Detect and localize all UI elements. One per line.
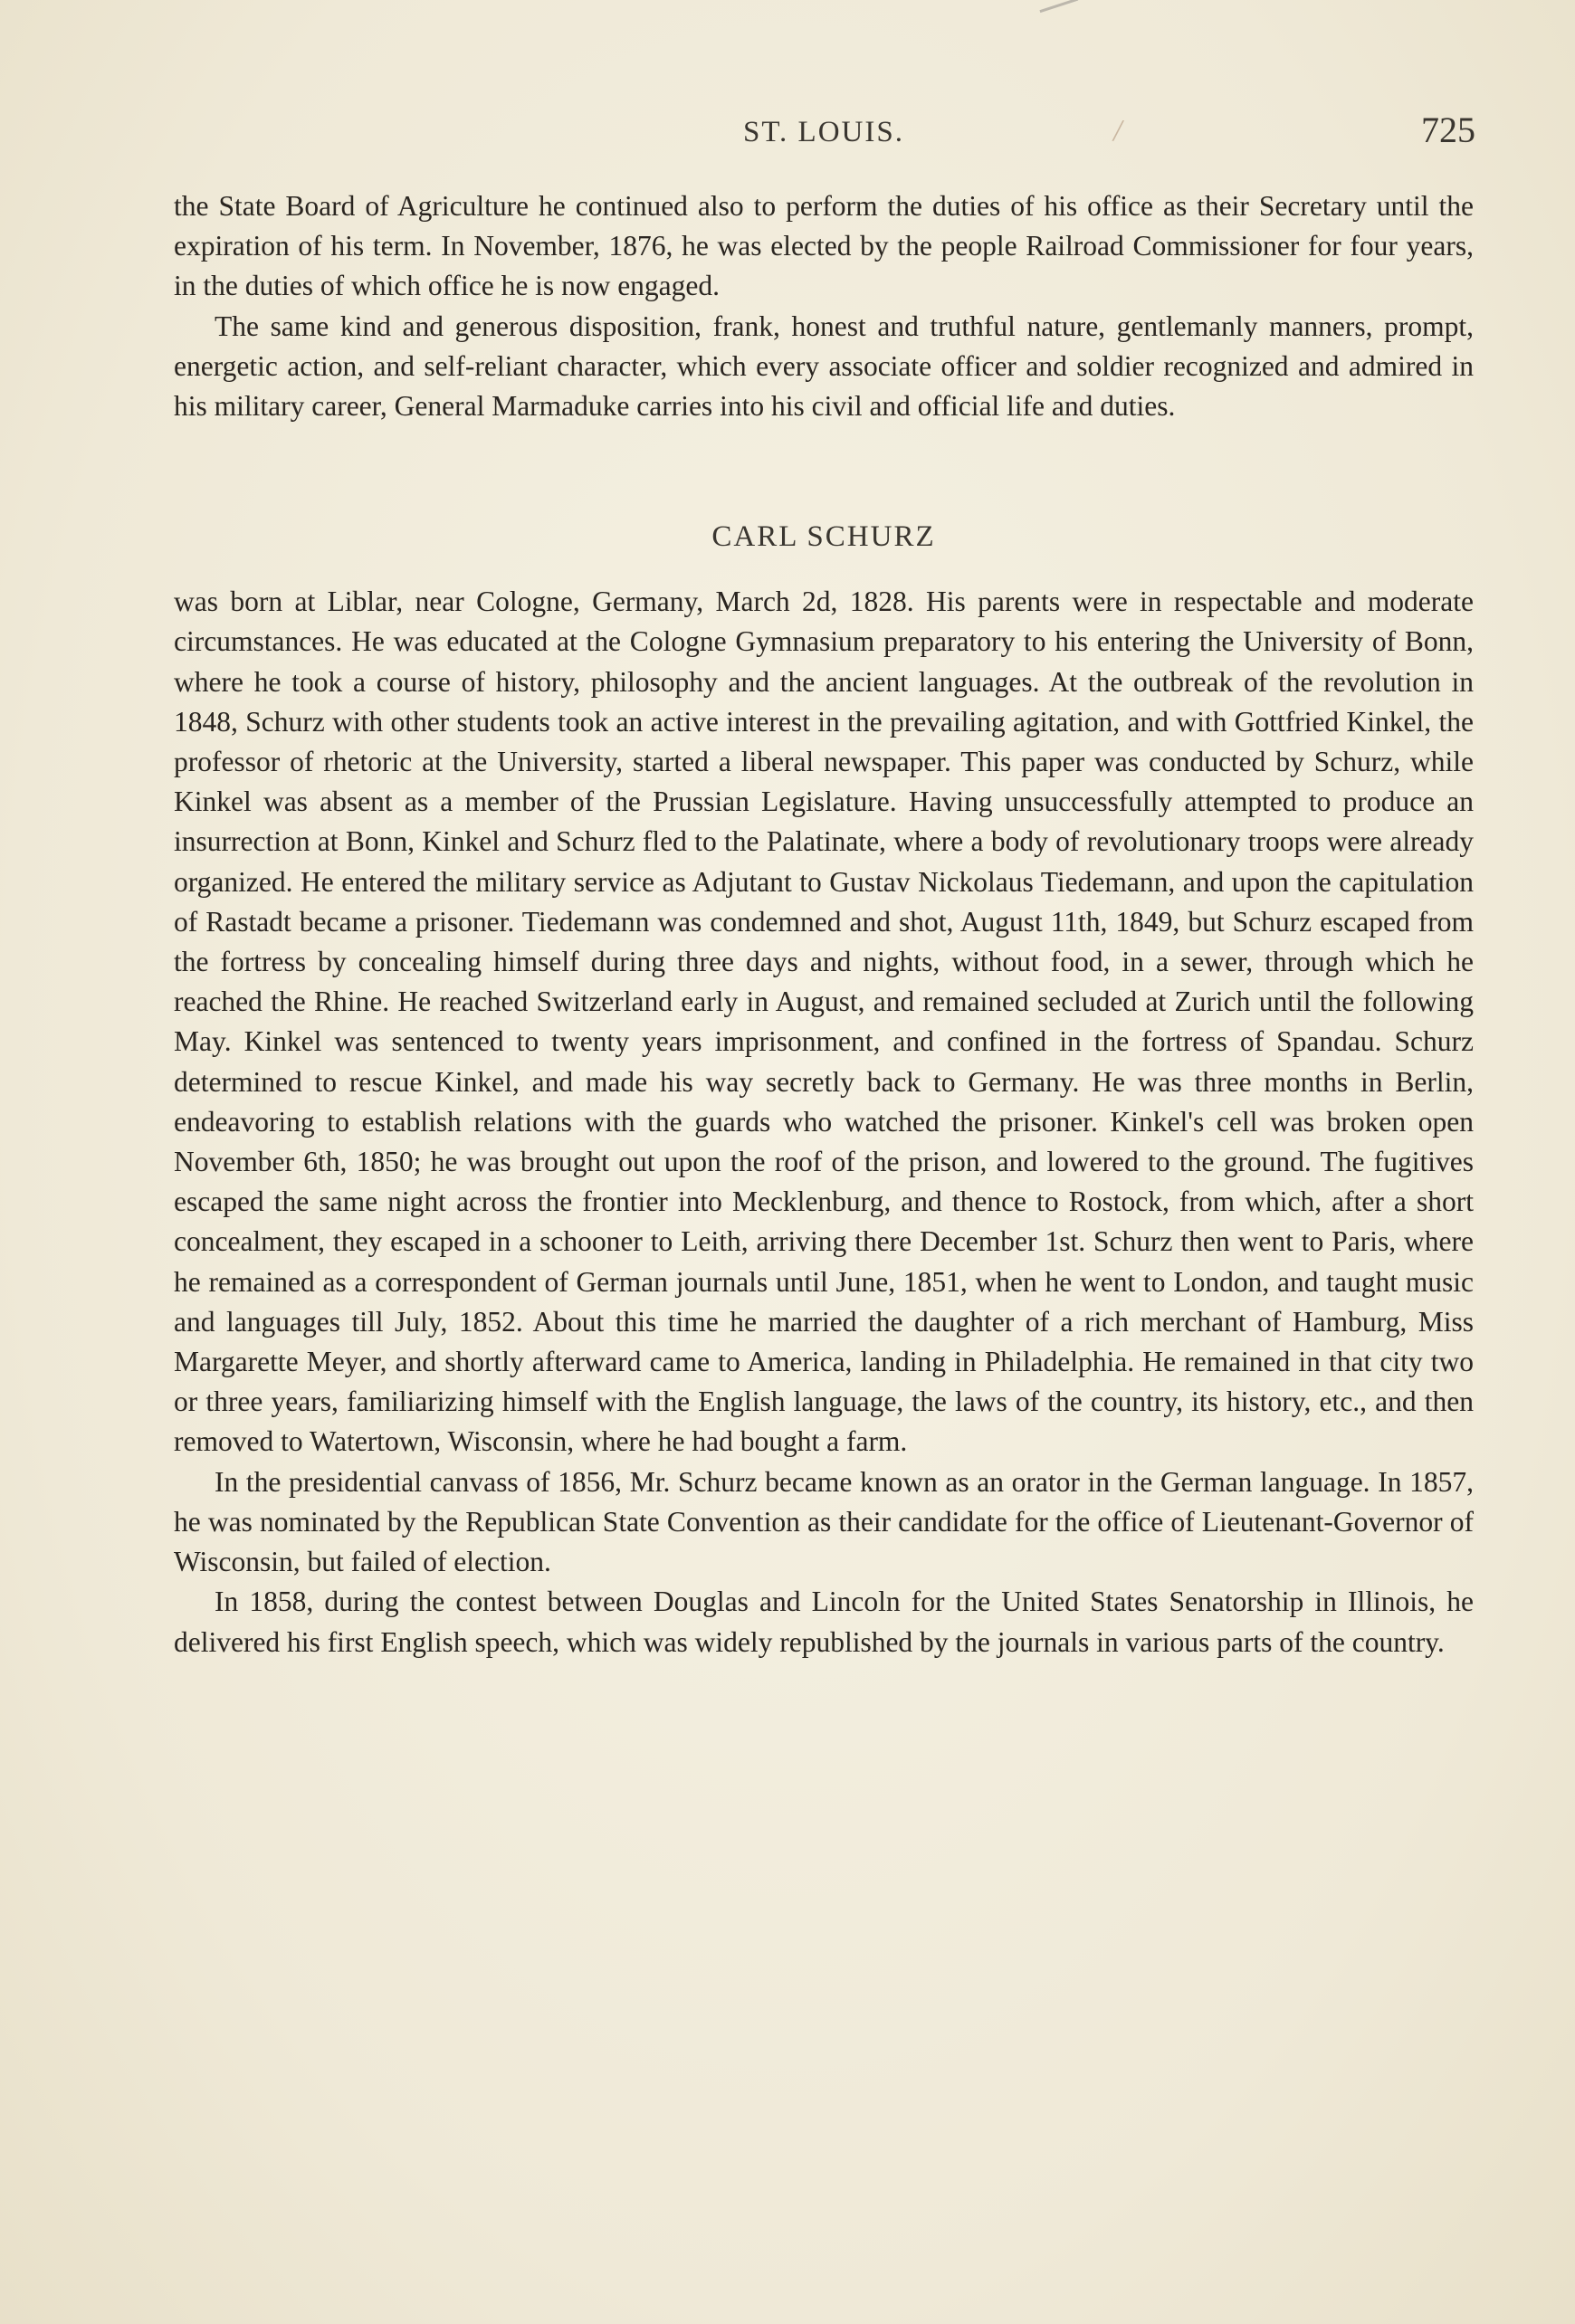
page-body xyxy=(174,186,1474,1662)
section-paragraph-opening: was born at Liblar, near Cologne, Germany, March 2d, 1828. His parents were in respectable and moderate circumstances. He was educated at the Cologne Gymnasium preparatory to his entering the University of Bonn, where he took a course of history, philosophy and the ancient languages. At the outbreak of the revolution in 1848, Schurz with other students took an active interest in the prevailing agitation, and with Gottfried Kinkel, the professor of rhetoric at the University, started a liberal newspaper. This paper was conducted by Schurz, while Kinkel was absent as a member of the Prussian Legislature. Having unsuccessfully attempted to produce an insurrection at Bonn, Kinkel and Schurz fled to the Palatinate, where a body of revolutionary troops were already organized. He entered the military service as Adjutant to Gustav Nickolaus Tiedemann, and upon the capitulation of Rastadt became a prisoner. Tiedemann was condemned and shot, August 11th, 1849, but Schurz escaped from the fortress by concealing himself during three days and nights, without food, in a sewer, through which he reached the Rhine. He reached Switzerland early in August, and remained secluded at Zurich until the following May. Kinkel was sentenced to twenty years imprisonment, and confined in the fortress of Spandau. Schurz determined to rescue Kinkel, and made his way secretly back to Germany. He was three months in Berlin, endeavoring to establish relations with the guards who watched the prisoner. Kinkel's cell was broken open November 6th, 1850; he was brought out upon the roof of the prison, and lowered to the ground. The fugitives escaped the same night across the frontier into Mecklenburg, and thence to Rostock, from which, after a short concealment, they escaped in a schooner to Leith, arriving there December 1st. Schurz then went to Paris, where he remained as a correspondent of German journals until June, 1851, when he went to London, and taught music and languages till July, 1852. About this time he married the daughter of a rich merchant of Hamburg, Miss Margarette Meyer, and shortly afterward came to America, landing in Philadelphia. He remained in that city two or three years, familiarizing himself with the English language, the laws of the country, its history, etc., and then removed to Watertown, Wisconsin, where he had bought a farm. xyxy=(174,586,1474,1458)
scan-artifact-mark xyxy=(1039,0,1082,24)
page-number: 725 xyxy=(1421,110,1475,150)
section-heading: CARL SCHURZ xyxy=(711,520,936,554)
paragraph: The same kind and generous disposition, frank, honest and truthful nature, gentlemanly manners, prompt, energetic action, and self-reliant character, which every associate officer and soldier recognized and admired in his military career, General Marmaduke carries into his civil and official life and duties. xyxy=(174,310,1474,423)
section-paragraph: In 1858, during the contest between Douglas and Lincoln for the United States Senatorship in Illinois, he delivered his first English speech, which was widely republished by the journals in various parts of the country. xyxy=(174,1586,1474,1658)
running-head: ST. LOUIS. xyxy=(743,116,904,148)
section-paragraph: In the presidential canvass of 1856, Mr. Schurz became known as an orator in the German language. In 1857, he was nominated by the Republican State Convention as their candidate for the office of Lieutenant-Governor of Wisconsin, but failed of election. xyxy=(174,1465,1474,1578)
paragraph-continued: the State Board of Agriculture he continued also to perform the duties of his office as their Secretary until the expiration of his term. In November, 1876, he was elected by the people Railroad Commissioner for four years, in the duties of which office he is now engaged. xyxy=(174,190,1474,302)
pencil-mark: / xyxy=(1113,114,1122,148)
page-header xyxy=(172,109,1475,163)
